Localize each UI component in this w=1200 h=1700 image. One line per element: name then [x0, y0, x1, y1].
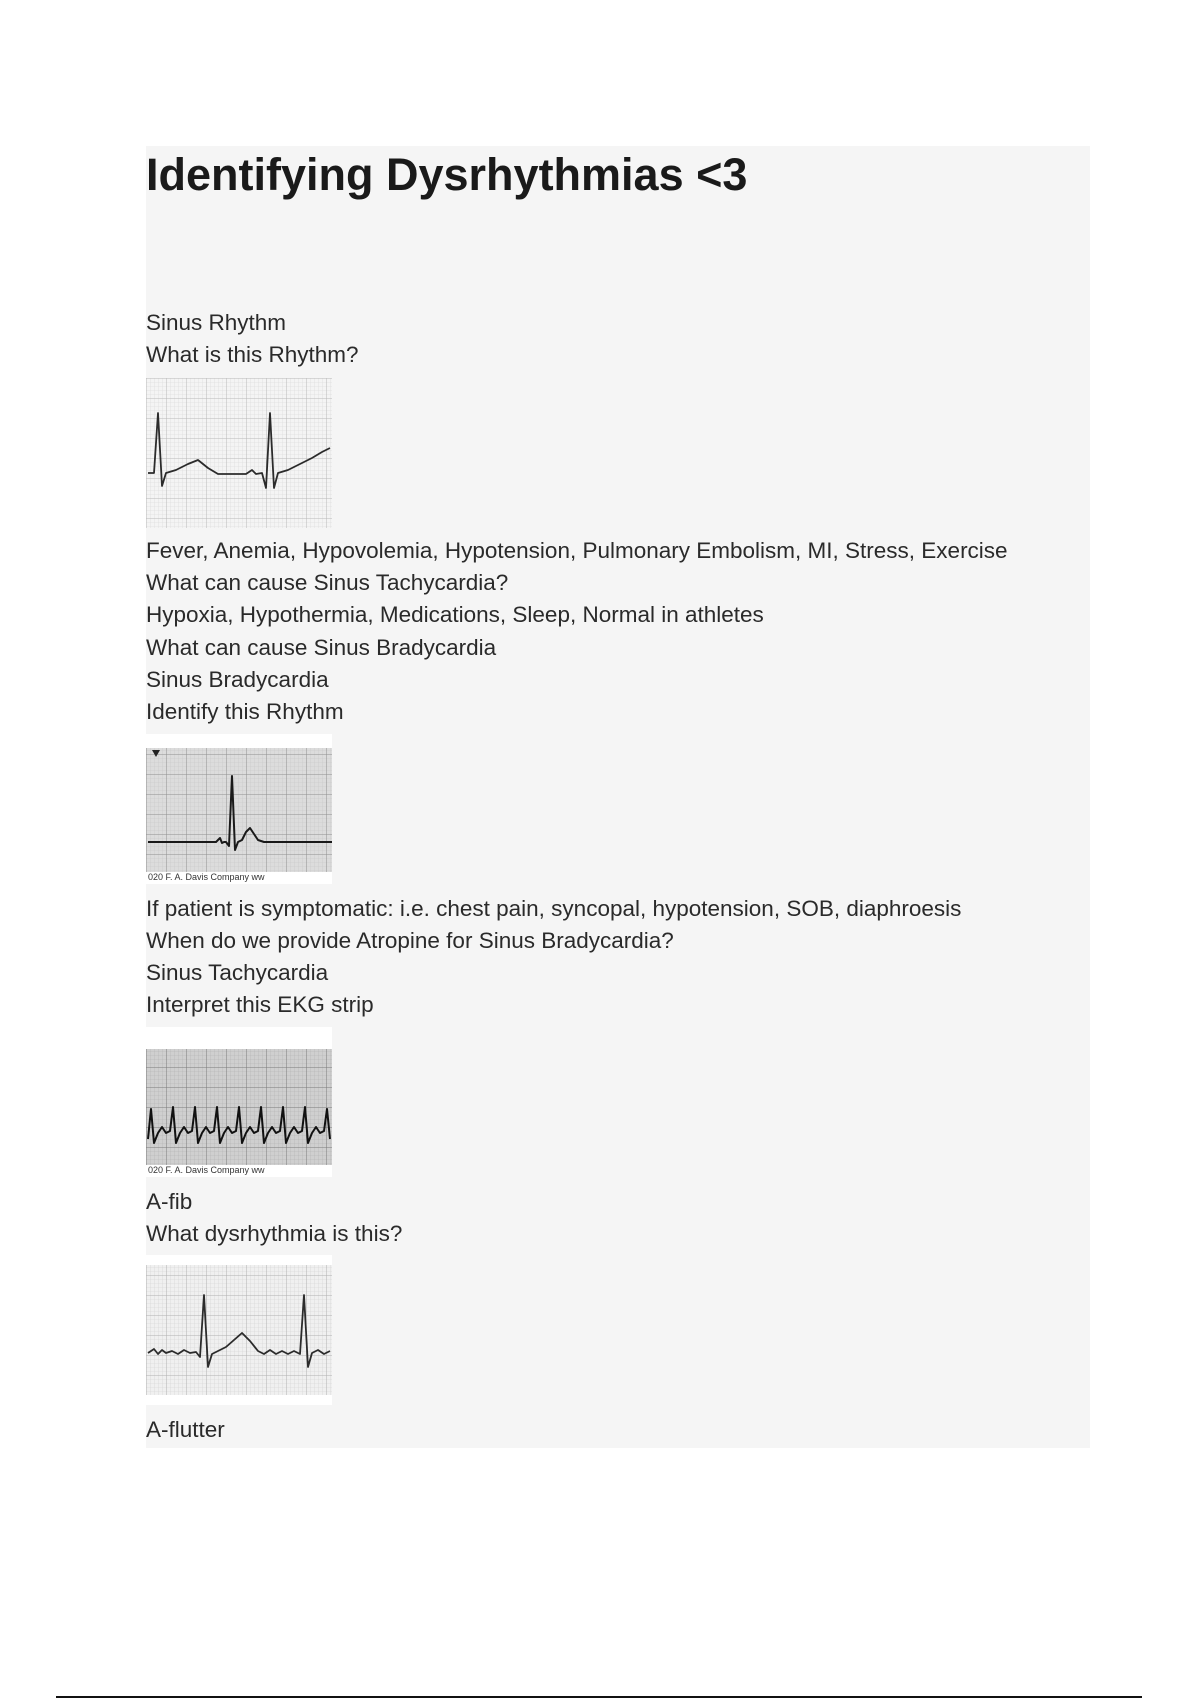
text-line: What dysrhythmia is this? [146, 1221, 403, 1246]
text-line: Fever, Anemia, Hypovolemia, Hypotension, Pulmonary Embolism, MI, Stress, Exercise [146, 538, 1008, 563]
text-line: Sinus Rhythm [146, 310, 287, 335]
text-line: What can cause Sinus Bradycardia [146, 635, 497, 660]
text-line: A-flutter [146, 1417, 225, 1442]
ekg-strip-a-fib [146, 1255, 332, 1405]
figure-caption: 020 F. A. Davis Company ww [148, 872, 265, 882]
text-line: Hypoxia, Hypothermia, Medications, Sleep, Normal in athletes [146, 602, 764, 627]
figure-caption: 020 F. A. Davis Company ww [148, 1165, 265, 1175]
text-line: What can cause Sinus Tachycardia? [146, 570, 509, 595]
text-line: A-fib [146, 1189, 193, 1214]
text-line: If patient is symptomatic: i.e. chest pain, syncopal, hypotension, SOB, diaphroesis [146, 896, 962, 921]
page-title: Identifying Dysrhythmias <3 [146, 149, 748, 200]
footer-rule [56, 1696, 1142, 1698]
text-line: Sinus Bradycardia [146, 667, 329, 692]
text-line: Interpret this EKG strip [146, 992, 374, 1017]
text-line: Identify this Rhythm [146, 699, 344, 724]
text-line: What is this Rhythm? [146, 342, 359, 367]
ekg-strip-sinus-tachycardia [146, 1027, 332, 1177]
ekg-strip-sinus-bradycardia [146, 734, 332, 884]
ekg-strip-sinus-rhythm [146, 378, 332, 528]
text-line: Sinus Tachycardia [146, 960, 329, 985]
text-line: When do we provide Atropine for Sinus Bradycardia? [146, 928, 674, 953]
